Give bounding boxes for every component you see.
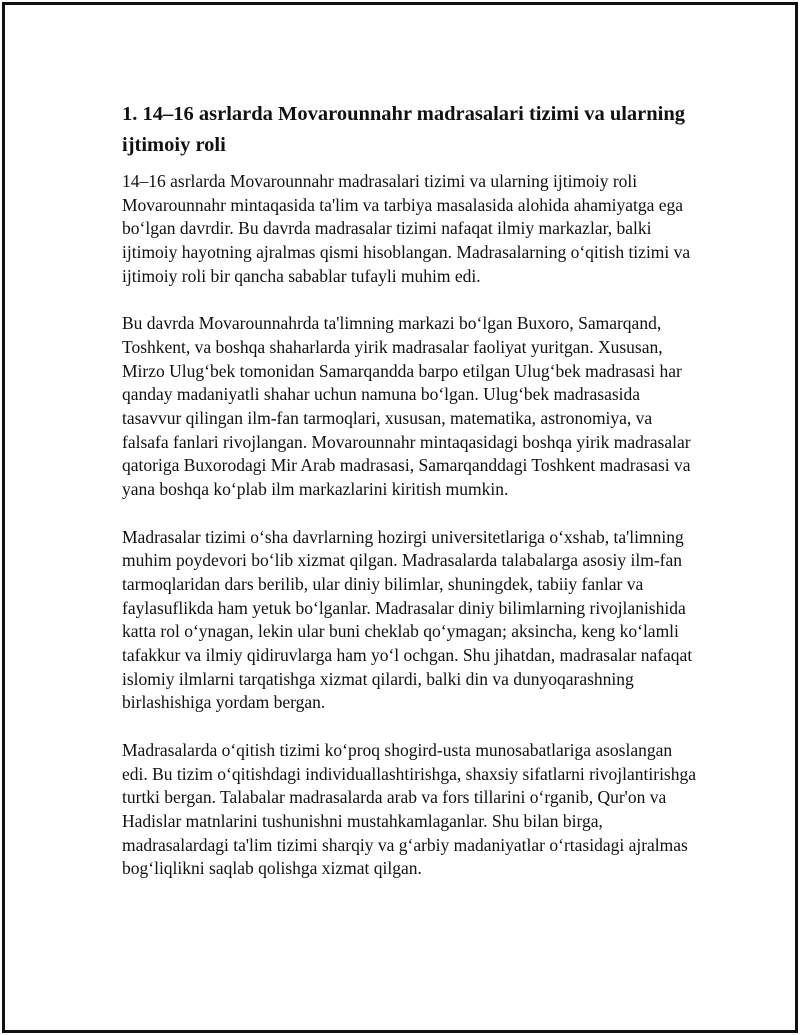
- paragraph-2: Bu davrda Movarounnahrda ta'limning markazi bo‘lgan Buxoro, Samarqand, Toshkent, va boshqa shaharlarda yirik madrasalar faoliyat yuritgan. Xususan, Mirzo Ulug‘bek tomonidan Samarqandda barpo etilgan Ulug‘bek madrasasi har qanday madaniyatli shahar uchun namuna bo‘lgan. Ulug‘bek madrasasida tasavvur qilingan ilm-fan tarmoqlari, xususan, matematika, astronomiya, va falsafa fanlari rivojlangan. Movarounnahr mintaqasidagi boshqa yirik madrasalar qatoriga Buxorodagi Mir Arab madrasasi, Samarqanddagi Toshkent madrasasi va yana boshqa ko‘plab ilm markazlarini kiritish mumkin.: [122, 313, 691, 500]
- paragraph-3: Madrasalar tizimi o‘sha davrlarning hozirgi universitetlariga o‘xshab, ta'limning muhim poydevori bo‘lib xizmat qilgan. Madrasalarda talabalarga asosiy ilm-fan tarmoqlaridan dars berilib, ular diniy bilimlar, shuningdek, tabiiy fanlar va faylasuflikda ham yetuk bo‘lganlar. Madrasalar diniy bilimlarning rivojlanishida katta rol o‘ynagan, lekin ular buni cheklab qo‘ymagan; aksincha, keng ko‘lamli tafakkur va ilmiy qidiruvlarga ham yo‘l ochgan. Shu jihatdan, madrasalar nafaqat islomiy ilmlarni tarqatishga xizmat qilardi, balki din va dunyoqarashning birlashishiga yordam bergan.: [122, 526, 693, 713]
- document-body: [122, 99, 697, 905]
- page-frame: [2, 2, 798, 1033]
- section-heading: 1. 14–16 asrlarda Movarounnahr madrasalari tizimi va ularning ijtimoiy roli: [122, 103, 686, 156]
- paragraph-1: 14–16 asrlarda Movarounnahr madrasalari tizimi va ularning ijtimoiy roli Movarounnahr mintaqasida ta'lim va tarbiya masalasida alohida ahamiyatga ega bo‘lgan davrdir. Bu davrda madrasalar tizimi nafaqat ilmiy markazlar, balki ijtimoiy hayotning ajralmas qismi hisoblangan. Madrasalarning o‘qitish tizimi va ijtimoiy roli bir qancha sabablar tufayli muhim edi.: [122, 171, 691, 286]
- paragraph-4: Madrasalarda o‘qitish tizimi ko‘proq shogird-usta munosabatlariga asoslangan edi. Bu tizim o‘qitishdagi individuallashtirishga, shaxsiy sifatlarni rivojlantirishga turtki bergan. Talabalar madrasalarda arab va fors tillarini o‘rganib, Qur'on va Hadislar matnlarini tushunishni mustahkamlaganlar. Shu bilan birga, madrasalardagi ta'lim tizimi sharqiy va g‘arbiy madaniyatlar o‘rtasidagi ajralmas bog‘liqlikni saqlab qolishga xizmat qilgan.: [122, 739, 697, 879]
